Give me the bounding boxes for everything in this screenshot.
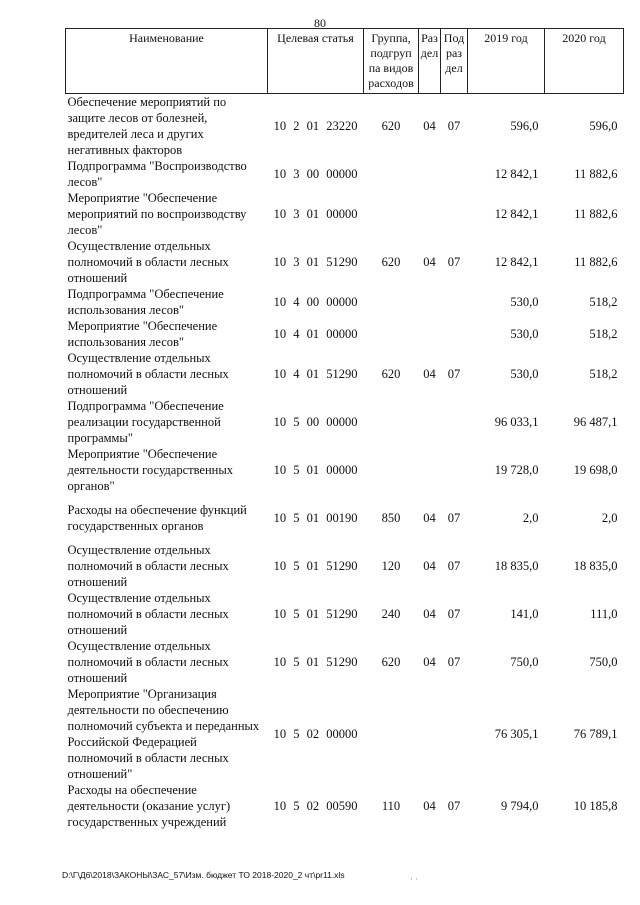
row-amount-2020: 18 835,0: [573, 559, 618, 573]
row-expense-group: [364, 686, 419, 782]
row-section: 04: [423, 607, 436, 621]
page-number: 80: [314, 16, 326, 30]
row-target-article: 10 5 01 51290: [273, 559, 358, 573]
row-amount-2019: 596,0: [510, 119, 539, 133]
row-name: Расходы на обеспечение деятельности (оказание услуг) государственных учреждений: [67, 783, 231, 829]
row-section: [419, 446, 441, 494]
row-target-article: 10 5 00 00000: [273, 415, 358, 429]
row-name: Мероприятие "Обеспечение использования лесов": [67, 319, 218, 349]
table-row: [66, 286, 624, 318]
row-expense-group: [364, 190, 419, 238]
row-target-article: 10 3 01 51290: [273, 255, 358, 269]
row-amount-2020: 10 185,8: [573, 799, 618, 813]
row-name: Мероприятие "Обеспечение мероприятий по воспроизводству лесов": [67, 191, 247, 237]
row-subsection: [441, 686, 468, 782]
row-target-article: 10 4 00 00000: [273, 295, 358, 309]
row-subsection: [441, 190, 468, 238]
row-target-article: 10 5 01 51290: [273, 655, 358, 669]
row-section: [419, 286, 441, 318]
row-name: Осуществление отдельных полномочий в области лесных отношений: [67, 351, 229, 397]
row-name: Осуществление отдельных полномочий в области лесных отношений: [67, 591, 229, 637]
row-amount-2019: 12 842,1: [494, 207, 539, 221]
row-subsection: 07: [447, 559, 461, 573]
row-section: [419, 686, 441, 782]
row-amount-2020: 96 487,1: [573, 415, 618, 429]
header-2020: 2020 год: [545, 29, 624, 94]
row-expense-group: [364, 158, 419, 190]
row-expense-group: 620: [381, 367, 401, 381]
table-row: [66, 94, 624, 159]
header-expense-group: Группа, подгруп па видов расходов: [364, 29, 419, 94]
row-expense-group: [364, 286, 419, 318]
row-amount-2019: 530,0: [510, 295, 539, 309]
row-subsection: 07: [447, 367, 461, 381]
row-amount-2020: 76 789,1: [573, 727, 618, 741]
table-row: [66, 638, 624, 686]
row-section: 04: [423, 367, 436, 381]
table-row: [66, 238, 624, 286]
row-subsection: 07: [447, 255, 461, 269]
row-expense-group: 620: [381, 119, 401, 133]
row-amount-2020: 111,0: [590, 607, 618, 621]
row-amount-2019: 2,0: [522, 511, 539, 525]
row-target-article: 10 4 01 51290: [273, 367, 358, 381]
row-subsection: 07: [447, 511, 461, 525]
row-amount-2020: 750,0: [589, 655, 618, 669]
row-amount-2019: 19 728,0: [494, 463, 539, 477]
row-name: Подпрограмма "Воспроизводство лесов": [67, 159, 247, 189]
table-row: [66, 494, 624, 542]
table-row: [66, 398, 624, 446]
row-amount-2020: 2,0: [601, 511, 618, 525]
row-name: Мероприятие "Обеспечение деятельности государственных органов": [67, 447, 233, 493]
row-target-article: 10 5 01 00190: [273, 511, 358, 525]
row-amount-2019: 76 305,1: [494, 727, 539, 741]
table-row: [66, 782, 624, 830]
row-expense-group: [364, 446, 419, 494]
row-section: 04: [423, 559, 436, 573]
row-target-article: 10 5 02 00000: [273, 727, 358, 741]
header-target-article: Целевая статья: [268, 29, 364, 94]
row-target-article: 10 3 00 00000: [273, 167, 358, 181]
row-amount-2019: 9 794,0: [501, 799, 539, 813]
row-name: Обеспечение мероприятий по защите лесов от болезней, вредителей леса и других негативных факторов: [67, 95, 227, 157]
row-amount-2020: 518,2: [589, 295, 618, 309]
table-row: [66, 318, 624, 350]
header-2019: 2019 год: [468, 29, 545, 94]
row-name: Осуществление отдельных полномочий в области лесных отношений: [67, 239, 229, 285]
table-row: [66, 542, 624, 590]
row-expense-group: 120: [381, 559, 401, 573]
table-row: [66, 158, 624, 190]
row-target-article: 10 2 01 23220: [273, 119, 358, 133]
row-amount-2020: 518,2: [589, 367, 618, 381]
scan-mark: · ·: [410, 874, 419, 884]
row-target-article: 10 5 01 51290: [273, 607, 358, 621]
row-amount-2019: 18 835,0: [494, 559, 539, 573]
row-name: Подпрограмма "Обеспечение использования лесов": [67, 287, 224, 317]
row-expense-group: 240: [381, 607, 401, 621]
table-row: [66, 590, 624, 638]
row-amount-2020: 19 698,0: [573, 463, 618, 477]
header-subsection: Под раз дел: [441, 29, 468, 94]
row-section: [419, 190, 441, 238]
row-amount-2019: 750,0: [510, 655, 539, 669]
row-section: 04: [423, 511, 436, 525]
row-section: 04: [423, 255, 436, 269]
row-subsection: [441, 286, 468, 318]
row-section: 04: [423, 799, 436, 813]
row-amount-2019: 141,0: [510, 607, 539, 621]
row-subsection: 07: [447, 655, 461, 669]
row-name: Осуществление отдельных полномочий в области лесных отношений: [67, 639, 229, 685]
row-section: 04: [423, 119, 436, 133]
row-amount-2019: 96 033,1: [494, 415, 539, 429]
row-subsection: 07: [447, 607, 461, 621]
row-expense-group: 620: [381, 255, 401, 269]
row-subsection: [441, 318, 468, 350]
row-subsection: [441, 398, 468, 446]
table-row: [66, 350, 624, 398]
row-expense-group: [364, 318, 419, 350]
row-subsection: [441, 446, 468, 494]
row-amount-2020: 11 882,6: [574, 255, 618, 269]
row-target-article: 10 5 01 00000: [273, 463, 358, 477]
row-amount-2019: 530,0: [510, 367, 539, 381]
row-amount-2019: 530,0: [510, 327, 539, 341]
row-amount-2020: 596,0: [589, 119, 618, 133]
row-name: Осуществление отдельных полномочий в области лесных отношений: [67, 543, 229, 589]
row-section: [419, 158, 441, 190]
row-name: Подпрограмма "Обеспечение реализации государственной программы": [67, 399, 224, 445]
row-section: [419, 398, 441, 446]
header-name: Наименование: [66, 29, 268, 94]
row-amount-2020: 518,2: [589, 327, 618, 341]
row-subsection: 07: [447, 119, 461, 133]
row-amount-2020: 11 882,6: [574, 207, 618, 221]
row-subsection: [441, 158, 468, 190]
row-section: [419, 318, 441, 350]
row-target-article: 10 5 02 00590: [273, 799, 358, 813]
row-expense-group: 110: [381, 799, 401, 813]
row-target-article: 10 4 01 00000: [273, 327, 358, 341]
row-amount-2019: 12 842,1: [494, 167, 539, 181]
file-path-footer: D:\Г\Д6\2018\ЗАКОНЫ\ЗАС_57\Изм. бюджет ТО 2018-2020_2 чт\pr11.xls: [62, 870, 345, 880]
row-target-article: 10 3 01 00000: [273, 207, 358, 221]
row-expense-group: 620: [381, 655, 401, 669]
table-row: [66, 686, 624, 782]
row-section: 04: [423, 655, 436, 669]
row-amount-2019: 12 842,1: [494, 255, 539, 269]
row-name: Расходы на обеспечение функций государственных органов: [67, 503, 247, 533]
budget-table: [65, 28, 624, 830]
row-expense-group: [364, 398, 419, 446]
row-expense-group: 850: [381, 511, 401, 525]
row-amount-2020: 11 882,6: [574, 167, 618, 181]
header-section: Раз дел: [419, 29, 441, 94]
table-row: [66, 190, 624, 238]
row-subsection: 07: [447, 799, 461, 813]
row-name: Мероприятие "Организация деятельности по обеспечению полномочий субъекта и переданных Российской Федерацией полномочий в области лесных отношений": [67, 687, 260, 781]
table-row: [66, 446, 624, 494]
